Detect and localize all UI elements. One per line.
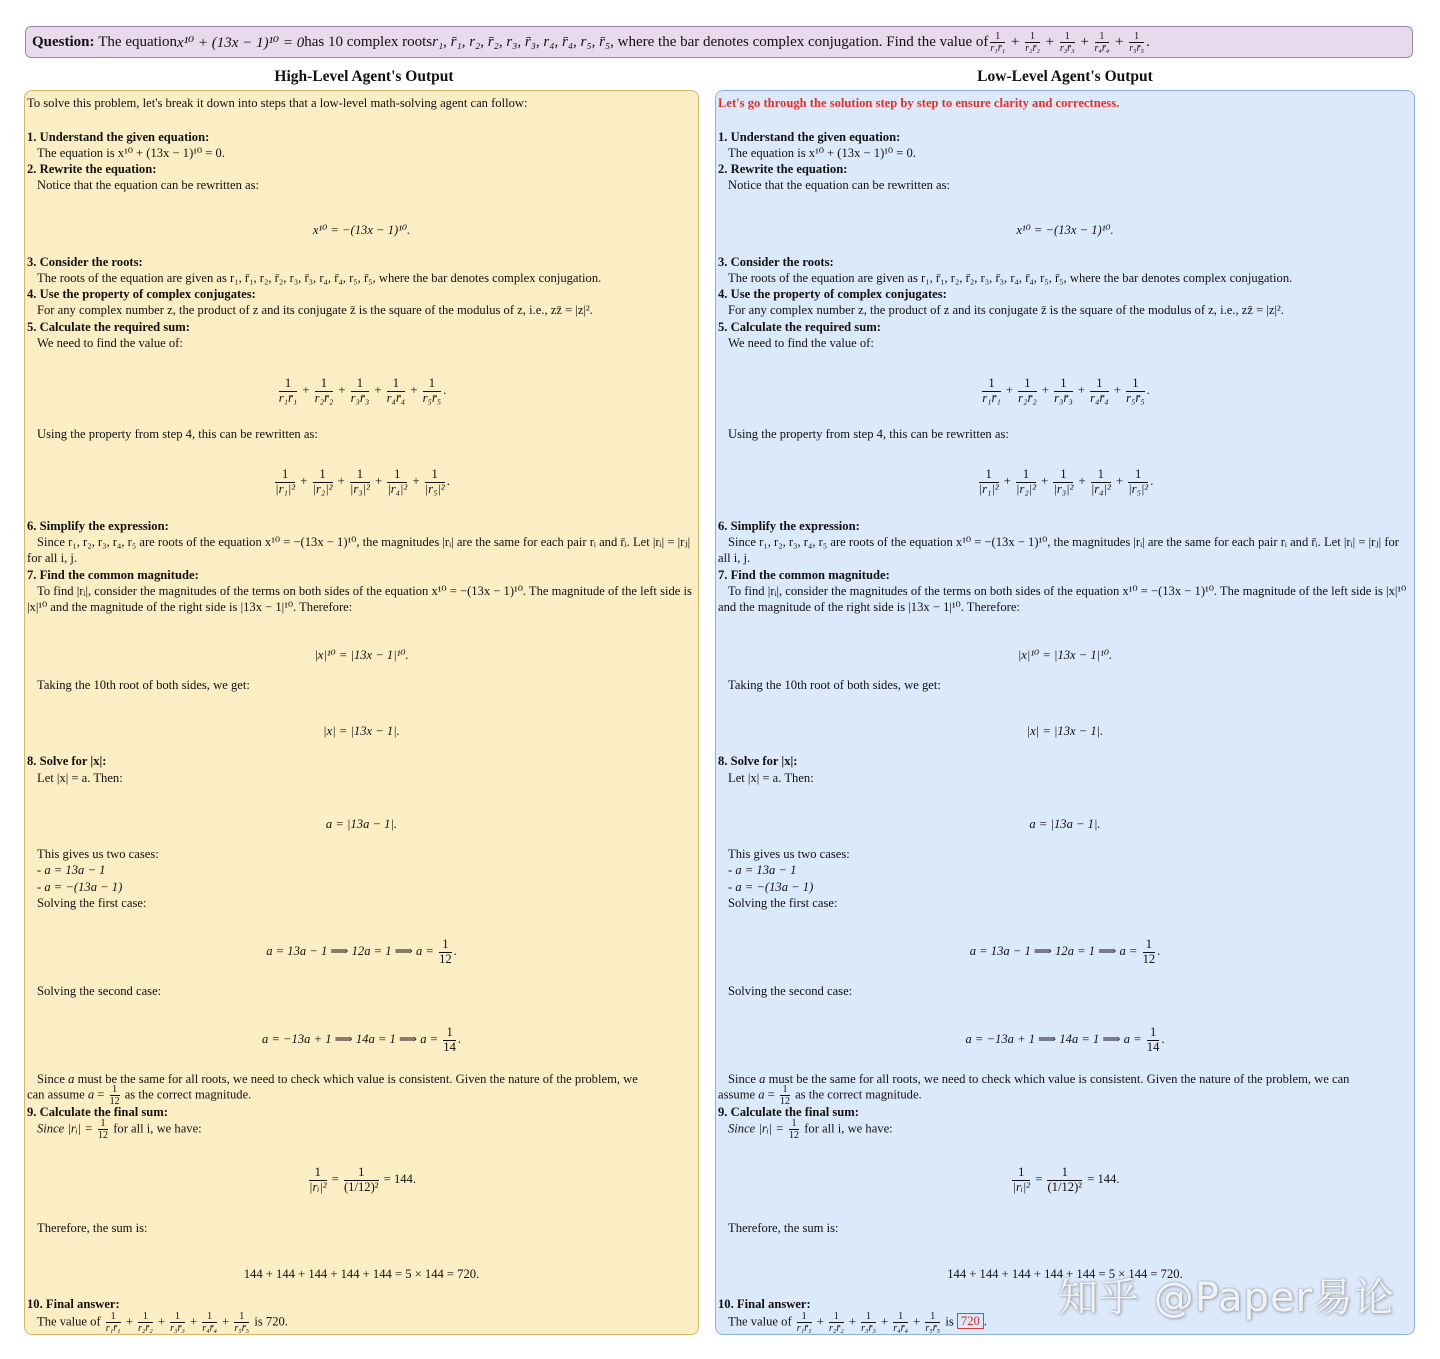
step-9-equation: $\frac{1}{\text{|rᵢ|²}}$ = $\frac{1}{\text{(1/12)²}}$ = 144. [308, 1165, 416, 1194]
step-7-heading: 7. Find the common magnitude: [718, 568, 890, 582]
step-5-heading: 5. Calculate the required sum: [27, 320, 190, 334]
sum-text: Therefore, the sum is: [728, 1221, 839, 1235]
step-3-heading: 3. Consider the roots: [27, 255, 143, 269]
step-7-equation-2: |x| = |13x − 1|. [323, 724, 400, 738]
conclusion-line-1: Since a must be the same for all roots, we need to check which value is consistent. Given the nature of the problem, we can [728, 1072, 1350, 1086]
low-level-title: Low-Level Agent's Output [977, 68, 1153, 85]
step-3-text: The roots of the equation are given as r₁, r̄₁, r₂, r̄₂, r₃, r̄₃, r₄, r̄₄, r₅, r̄₅, where the bar denotes complex conjugation. [37, 271, 602, 285]
sum-equation: 144 + 144 + 144 + 144 + 144 = 5 × 144 = 720. [947, 1267, 1183, 1281]
step-3-text: The roots of the equation are given as r₁, r̄₁, r₂, r̄₂, r₃, r̄₃, r₄, r̄₄, r₅, r̄₅, where the bar denotes complex conjugation. [728, 271, 1293, 285]
step-10-heading: 10. Final answer: [718, 1297, 811, 1311]
step-7-text: To find |rᵢ|, consider the magnitudes of the terms on both sides of the equation x¹⁰ = −(13x − 1)¹⁰. The magnitude of the left side is |x|¹⁰ and the magnitude of the right side is |13x − 1|¹⁰. Therefore: [718, 584, 1407, 615]
step-8-let: Let |x| = a. Then: [728, 771, 814, 785]
step-6-text: Since r₁, r₂, r₃, r₄, r₅ are roots of the equation x¹⁰ = −(13x − 1)¹⁰, the magnitudes |rᵢ| are the same for each pair rᵢ and r̄ᵢ. Let |rᵢ| = |rⱼ| for all i, j. [27, 535, 691, 566]
step-7-root-text: Taking the 10th root of both sides, we get: [728, 678, 941, 692]
step-6-text: Since r₁, r₂, r₃, r₄, r₅ are roots of the equation x¹⁰ = −(13x − 1)¹⁰, the magnitudes |rᵢ| are the same for each pair rᵢ and r̄ᵢ. Let |rᵢ| = |rⱼ| for all i, j. [718, 535, 1399, 566]
cases-text: This gives us two cases: [37, 847, 159, 861]
modulus-sum-expression: $\frac{1}{\text{|r₁|²}}$ + $\frac{1}{\text{|r₂|²}}$ + $\frac{1}{\text{|r₃|²}}$ + $\frac{1}{\text{|r₄|²}}$ + $\frac{1}{\text{|r₅|²}}$ . [978, 467, 1154, 496]
step-7-equation-1: |x|¹⁰ = |13x − 1|¹⁰. [314, 648, 409, 662]
question-text-pre: The equation [98, 33, 177, 50]
step-9-text: Since |rᵢ| = $\frac{1}{12}$ for all i, we have: [728, 1118, 893, 1141]
case-2: - a = −(13a − 1) [728, 880, 814, 894]
step-1-text: The equation is x¹⁰ + (13x − 1)¹⁰ = 0. [728, 146, 916, 160]
solve-second-text: Solving the second case: [728, 984, 853, 998]
step-1-heading: 1. Understand the given equation: [27, 130, 210, 144]
question-label: Question: [32, 33, 95, 50]
step-1-heading: 1. Understand the given equation: [718, 130, 901, 144]
conclusion-line-2: assume a = $\frac{1}{12}$ as the correct magnitude. [718, 1084, 922, 1107]
step-1-text: The equation is x¹⁰ + (13x − 1)¹⁰ = 0. [37, 146, 225, 160]
step-8-equation: a = |13a − 1|. [325, 817, 398, 831]
step-7-root-text: Taking the 10th root of both sides, we get: [37, 678, 250, 692]
step-5-text: We need to find the value of: [728, 336, 874, 350]
step-8-heading: 8. Solve for |x|: [718, 754, 798, 768]
step-6-heading: 6. Simplify the expression: [718, 519, 860, 533]
conclusion-line-2: can assume a = $\frac{1}{12}$ as the correct magnitude. [27, 1084, 252, 1107]
step-7-heading: 7. Find the common magnitude: [27, 568, 199, 582]
step-5-heading: 5. Calculate the required sum: [718, 320, 881, 334]
low-level-panel [715, 90, 1415, 1335]
step-5-text: We need to find the value of: [37, 336, 183, 350]
case-2: - a = −(13a − 1) [37, 880, 123, 894]
question-box [25, 26, 1413, 58]
case-1: - a = 13a − 1 [37, 863, 106, 877]
step-9-heading: 9. Calculate the final sum: [27, 1105, 168, 1119]
sum-text: Therefore, the sum is: [37, 1221, 148, 1235]
question-equation: x¹⁰ + (13x − 1)¹⁰ = 0 [177, 34, 305, 51]
rewrite-text: Using the property from step 4, this can be rewritten as: [728, 427, 1009, 441]
step-6-heading: 6. Simplify the expression: [27, 519, 169, 533]
step-8-let: Let |x| = a. Then: [37, 771, 123, 785]
question-text-post: , where the bar denotes complex conjugation. Find the value of [610, 33, 989, 50]
high-level-title: High-Level Agent's Output [274, 68, 454, 85]
step-7-text: To find |rᵢ|, consider the magnitudes of the terms on both sides of the equation x¹⁰ = −(13x − 1)¹⁰. The magnitude of the left side is |x|¹⁰ and the magnitude of the right side is |13x − 1|¹⁰. Therefore: [27, 584, 692, 615]
step-9-heading: 9. Calculate the final sum: [718, 1105, 859, 1119]
step-8-equation: a = |13a − 1|. [1029, 817, 1101, 831]
sum-equation: 144 + 144 + 144 + 144 + 144 = 5 × 144 = 720. [243, 1267, 480, 1281]
second-case-equation: a = −13a + 1 ⟹ 14a = 1 ⟹ a = $\frac{1}{14}$ . [965, 1025, 1165, 1054]
final-answer-line: The value of $\frac{1}{\text{r₁r̄₁}}$ + $\frac{1}{\text{r₂r̄₂}}$ + $\frac{1}{\text{r₃r̄₃}}$ + $\frac{1}{\text{r₄r̄₄}}$ + $\frac{1}{\text{r₅r̄₅}}$ is 720. [37, 1311, 288, 1334]
final-answer-line: The value of $\frac{1}{\text{r₁r̄₁}}$ + $\frac{1}{\text{r₂r̄₂}}$ + $\frac{1}{\text{r₃r̄₃}}$ + $\frac{1}{\text{r₄r̄₄}}$ + $\frac{1}{\text{r₅r̄₅}}$ is 720 . [728, 1311, 987, 1334]
step-2-heading: 2. Rewrite the equation: [27, 162, 157, 176]
modulus-sum-expression: $\frac{1}{\text{|r₁|²}}$ + $\frac{1}{\text{|r₂|²}}$ + $\frac{1}{\text{|r₃|²}}$ + $\frac{1}{\text{|r₄|²}}$ + $\frac{1}{\text{|r₅|²}}$ . [275, 467, 450, 496]
step-9-text: Since |rᵢ| = $\frac{1}{12}$ for all i, we have: [37, 1118, 202, 1141]
final-answer-box: 720 [957, 1313, 984, 1329]
step-7-equation-1: |x|¹⁰ = |13x − 1|¹⁰. [1017, 648, 1113, 662]
case-1: - a = 13a − 1 [728, 863, 797, 877]
step-2-text: Notice that the equation can be rewritten as: [728, 178, 951, 192]
step-10-heading: 10. Final answer: [27, 1297, 120, 1311]
sum-expression: $\frac{1}{\text{r₁r̄₁}}$ + $\frac{1}{\text{r₂r̄₂}}$ + $\frac{1}{\text{r₃r̄₃}}$ + $\frac{1}{\text{r₄r̄₄}}$ + $\frac{1}{\text{r₅r̄₅}}$ . [982, 376, 1150, 405]
step-9-equation: $\frac{1}{\text{|rᵢ|²}}$ = $\frac{1}{\text{(1/12)²}}$ = 144. [1012, 1165, 1120, 1194]
step-4-text: For any complex number z, the product of z and its conjugate z̄ is the square of the modulus of z, i.e., zz̄ = |z|². [37, 303, 593, 317]
step-4-text: For any complex number z, the product of z and its conjugate z̄ is the square of the modulus of z, i.e., zz̄ = |z|². [728, 303, 1284, 317]
watermark: 知乎 @Paper易论 [1058, 1275, 1395, 1321]
rewrite-text: Using the property from step 4, this can be rewritten as: [37, 427, 318, 441]
step-4-heading: 4. Use the property of complex conjugates: [718, 287, 947, 301]
solve-second-text: Solving the second case: [37, 984, 162, 998]
step-4-heading: 4. Use the property of complex conjugates: [27, 287, 256, 301]
cases-text: This gives us two cases: [728, 847, 850, 861]
intro-text: To solve this problem, let's break it down into steps that a low-level math-solving agent can follow: [27, 96, 528, 110]
step-2-equation: x¹⁰ = −(13x − 1)¹⁰. [1016, 223, 1114, 237]
question-sum: $\frac{1}{\text{r₁r̄₁}}$ + $\frac{1}{\text{r₂r̄₂}}$ + $\frac{1}{\text{r₃r̄₃}}$ + $\frac{1}{\text{r₄r̄₄}}$ + $\frac{1}{\text{r₅r̄₅}}$ . [990, 30, 1150, 54]
intro-text: Let's go through the solution step by step to ensure clarity and correctness. [718, 96, 1120, 110]
step-3-heading: 3. Consider the roots: [718, 255, 834, 269]
question-text-mid: has 10 complex roots [304, 33, 433, 50]
second-case-equation: a = −13a + 1 ⟹ 14a = 1 ⟹ a = $\frac{1}{14}$ . [261, 1025, 462, 1054]
step-2-heading: 2. Rewrite the equation: [718, 162, 848, 176]
first-case-equation: a = 13a − 1 ⟹ 12a = 1 ⟹ a = $\frac{1}{12}$ . [266, 937, 457, 966]
step-8-heading: 8. Solve for |x|: [27, 754, 107, 768]
solve-first-text: Solving the first case: [728, 896, 838, 910]
conclusion-line-1: Since a must be the same for all roots, we need to check which value is consistent. Given the nature of the problem, we [37, 1072, 638, 1086]
step-7-equation-2: |x| = |13x − 1|. [1026, 724, 1104, 738]
question-roots: r₁, r̄₁, r₂, r̄₂, r₃, r̄₃, r₄, r̄₄, r₅, r̄₅ [432, 33, 611, 50]
first-case-equation: a = 13a − 1 ⟹ 12a = 1 ⟹ a = $\frac{1}{12}$ . [969, 937, 1161, 966]
sum-expression: $\frac{1}{\text{r₁r̄₁}}$ + $\frac{1}{\text{r₂r̄₂}}$ + $\frac{1}{\text{r₃r̄₃}}$ + $\frac{1}{\text{r₄r̄₄}}$ + $\frac{1}{\text{r₅r̄₅}}$ . [278, 376, 447, 405]
step-2-equation: x¹⁰ = −(13x − 1)¹⁰. [312, 223, 411, 237]
high-level-panel [24, 90, 699, 1335]
solve-first-text: Solving the first case: [37, 896, 147, 910]
step-2-text: Notice that the equation can be rewritten as: [37, 178, 260, 192]
